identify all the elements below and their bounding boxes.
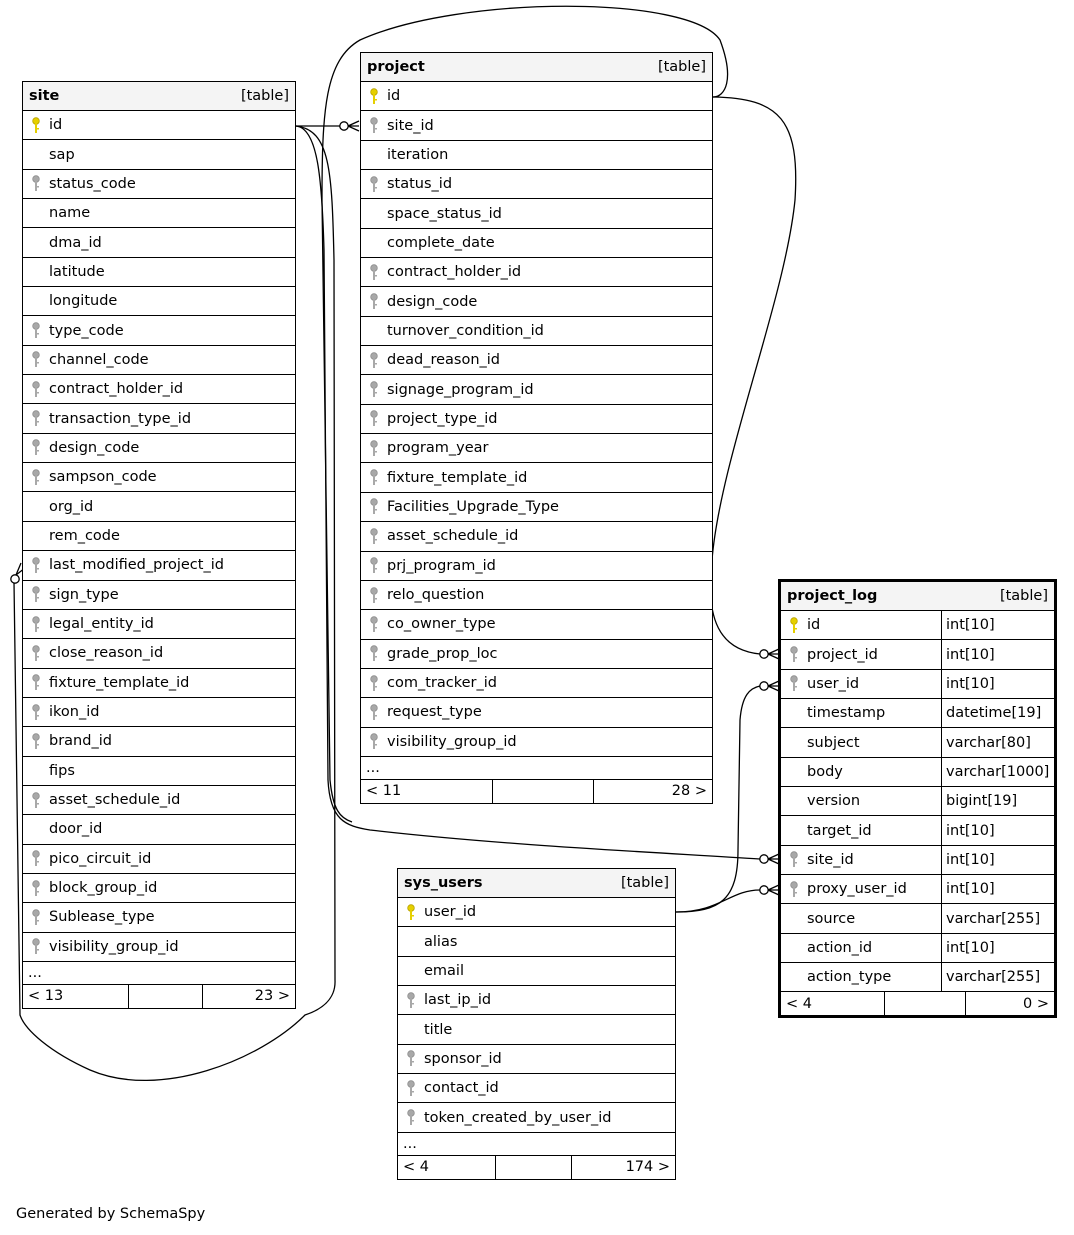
column-row[interactable] — [23, 669, 295, 698]
column-type: int[10] — [941, 816, 1054, 844]
column-type: int[10] — [941, 934, 1054, 962]
primary-key-icon — [361, 88, 387, 105]
column-row[interactable] — [23, 551, 295, 580]
column-name: com_tracker_id — [387, 675, 497, 692]
column-row[interactable] — [361, 669, 712, 698]
column-row[interactable] — [23, 111, 295, 140]
foreign-key-icon — [23, 322, 49, 339]
foreign-key-icon — [361, 469, 387, 486]
column-name: contract_holder_id — [387, 264, 522, 281]
column-name: dead_reason_id — [387, 352, 501, 369]
column-name: id — [49, 117, 63, 134]
footer-divider — [884, 992, 966, 1015]
rel-users-log-user-circle — [760, 682, 768, 690]
column-row[interactable] — [361, 229, 712, 258]
column-row[interactable] — [361, 141, 712, 170]
rel-users-log-proxy — [676, 890, 760, 912]
table-site[interactable] — [22, 81, 296, 1009]
parent-count[interactable]: < 13 — [28, 988, 64, 1005]
foreign-key-icon — [23, 439, 49, 456]
foreign-key-icon — [361, 498, 387, 515]
column-row[interactable] — [23, 287, 295, 316]
foreign-key-icon — [23, 674, 49, 691]
column-row[interactable] — [23, 874, 295, 903]
column-name: iteration — [387, 146, 449, 163]
rel-project-log — [710, 97, 795, 654]
column-row[interactable] — [398, 957, 675, 986]
column-row[interactable] — [781, 904, 1054, 933]
foreign-key-icon — [23, 792, 49, 809]
column-row[interactable] — [781, 611, 1054, 640]
foreign-key-icon — [398, 992, 424, 1009]
column-name: co_owner_type — [387, 616, 496, 633]
column-name: design_code — [49, 439, 140, 456]
column-name: turnover_condition_id — [387, 322, 544, 339]
foreign-key-icon — [781, 675, 807, 692]
child-count[interactable]: 0 > — [1023, 995, 1049, 1012]
foreign-key-icon — [23, 586, 49, 603]
column-name: last_ip_id — [424, 992, 492, 1009]
child-count[interactable]: 23 > — [254, 988, 290, 1005]
foreign-key-icon — [361, 587, 387, 604]
table-project[interactable] — [360, 52, 713, 804]
column-name: brand_id — [49, 733, 112, 750]
column-row[interactable] — [361, 346, 712, 375]
table-name: sys_users — [404, 875, 483, 891]
column-name: prj_program_id — [387, 557, 496, 574]
column-row[interactable] — [361, 170, 712, 199]
foreign-key-icon — [361, 117, 387, 134]
column-row[interactable] — [361, 287, 712, 316]
primary-key-icon — [781, 617, 807, 634]
rel-site-log-circle — [760, 855, 768, 863]
foreign-key-icon — [23, 381, 49, 398]
foreign-key-icon — [23, 469, 49, 486]
more-columns-indicator[interactable]: ... — [398, 1133, 675, 1156]
column-row[interactable] — [781, 670, 1054, 699]
column-name: sign_type — [49, 586, 119, 603]
column-type: varchar[1000] — [941, 758, 1054, 786]
column-name: Sublease_type — [49, 909, 155, 926]
primary-key-icon — [398, 904, 424, 921]
column-name: proxy_user_id — [807, 881, 907, 898]
column-row[interactable] — [398, 986, 675, 1015]
foreign-key-icon — [781, 851, 807, 868]
column-row[interactable] — [23, 610, 295, 639]
column-row[interactable] — [361, 375, 712, 404]
column-name: channel_code — [49, 351, 149, 368]
column-row[interactable] — [23, 639, 295, 668]
column-name: status_id — [387, 176, 453, 193]
table-footer — [23, 985, 295, 1008]
column-name: contact_id — [424, 1080, 499, 1097]
column-type: bigint[19] — [941, 787, 1054, 815]
column-name: alias — [424, 933, 458, 950]
column-row[interactable] — [781, 875, 1054, 904]
foreign-key-icon — [23, 351, 49, 368]
column-row[interactable] — [23, 757, 295, 786]
column-row[interactable] — [398, 1074, 675, 1103]
column-row[interactable] — [23, 463, 295, 492]
table-name: project_log — [787, 588, 878, 604]
column-type: int[10] — [941, 846, 1054, 874]
column-row[interactable] — [361, 522, 712, 551]
column-row[interactable] — [23, 581, 295, 610]
foreign-key-icon — [361, 733, 387, 750]
column-row[interactable] — [23, 404, 295, 433]
column-row[interactable] — [398, 898, 675, 927]
column-row[interactable] — [361, 698, 712, 727]
parent-count[interactable]: < 4 — [786, 995, 812, 1012]
column-row[interactable] — [23, 228, 295, 257]
column-name: type_code — [49, 322, 124, 339]
column-row[interactable] — [23, 727, 295, 756]
column-row[interactable] — [23, 933, 295, 962]
foreign-key-icon — [361, 381, 387, 398]
more-columns-indicator[interactable]: ... — [361, 757, 712, 780]
primary-key-icon — [23, 117, 49, 134]
column-row[interactable] — [23, 170, 295, 199]
column-row[interactable] — [781, 963, 1054, 992]
foreign-key-icon — [361, 264, 387, 281]
table-footer — [361, 780, 712, 803]
foreign-key-icon — [23, 410, 49, 427]
foreign-key-icon — [23, 616, 49, 633]
column-name: contract_holder_id — [49, 381, 184, 398]
column-name: email — [424, 962, 464, 979]
column-name: org_id — [49, 498, 94, 515]
column-name: ikon_id — [49, 704, 100, 721]
child-count[interactable]: 174 > — [625, 1159, 670, 1176]
footer-divider — [128, 985, 203, 1008]
table-project_log[interactable] — [778, 579, 1057, 1018]
column-row[interactable] — [781, 934, 1054, 963]
column-name: signage_program_id — [387, 381, 534, 398]
foreign-key-icon — [23, 645, 49, 662]
column-row[interactable] — [781, 728, 1054, 757]
table-footer — [781, 992, 1054, 1015]
column-name: body — [807, 763, 843, 780]
column-row[interactable] — [23, 258, 295, 287]
table-footer — [398, 1156, 675, 1179]
column-name: id — [807, 617, 821, 634]
column-name: rem_code — [49, 527, 120, 544]
foreign-key-icon — [23, 704, 49, 721]
table-sys_users[interactable] — [397, 868, 676, 1180]
column-row[interactable] — [23, 845, 295, 874]
foreign-key-icon — [398, 1109, 424, 1126]
column-row[interactable] — [23, 522, 295, 551]
foreign-key-icon — [361, 645, 387, 662]
column-name: sap — [49, 146, 75, 163]
column-name: grade_prop_loc — [387, 645, 498, 662]
column-name: asset_schedule_id — [49, 792, 181, 809]
table-header[interactable] — [361, 53, 712, 82]
column-row[interactable] — [361, 463, 712, 492]
foreign-key-icon — [361, 675, 387, 692]
more-columns-indicator[interactable]: ... — [23, 962, 295, 985]
column-name: relo_question — [387, 587, 485, 604]
column-row[interactable] — [398, 1103, 675, 1132]
column-name: action_type — [807, 969, 892, 986]
column-name: pico_circuit_id — [49, 850, 152, 867]
column-row[interactable] — [361, 493, 712, 522]
rel-project-log-circle — [760, 650, 768, 658]
column-name: action_id — [807, 939, 873, 956]
column-name: transaction_type_id — [49, 410, 192, 427]
column-name: design_code — [387, 293, 478, 310]
table-header[interactable] — [398, 869, 675, 898]
column-name: sponsor_id — [424, 1050, 502, 1067]
column-name: program_year — [387, 440, 489, 457]
column-row[interactable] — [361, 199, 712, 228]
column-type: int[10] — [941, 875, 1054, 903]
foreign-key-icon — [361, 410, 387, 427]
column-name: project_id — [807, 646, 878, 663]
column-name: legal_entity_id — [49, 616, 154, 633]
foreign-key-icon — [361, 352, 387, 369]
column-row[interactable] — [781, 758, 1054, 787]
table-type-tag: [table] — [620, 875, 669, 891]
column-type: int[10] — [941, 670, 1054, 698]
column-row[interactable] — [361, 317, 712, 346]
footer-divider — [492, 780, 594, 803]
column-name: name — [49, 205, 91, 222]
column-name: status_code — [49, 175, 136, 192]
column-row[interactable] — [23, 434, 295, 463]
column-type: varchar[255] — [941, 963, 1054, 991]
column-row[interactable] — [781, 640, 1054, 669]
column-name: fixture_template_id — [49, 674, 190, 691]
column-name: close_reason_id — [49, 645, 164, 662]
rel-site-project-circle — [340, 122, 348, 130]
rel-project-site-circle — [11, 575, 19, 583]
column-row[interactable] — [781, 846, 1054, 875]
column-type: int[10] — [941, 611, 1054, 639]
column-row[interactable] — [361, 581, 712, 610]
column-name: token_created_by_user_id — [424, 1109, 612, 1126]
table-name: site — [29, 88, 60, 104]
column-row[interactable] — [361, 728, 712, 757]
column-name: source — [807, 910, 856, 927]
column-name: door_id — [49, 821, 103, 838]
column-name: fips — [49, 762, 75, 779]
rel-users-log-proxy-circle — [760, 886, 768, 894]
column-name: longitude — [49, 293, 118, 310]
column-row[interactable] — [361, 640, 712, 669]
table-header[interactable] — [781, 582, 1054, 611]
column-name: request_type — [387, 704, 482, 721]
column-name: latitude — [49, 263, 105, 280]
column-row[interactable] — [23, 346, 295, 375]
foreign-key-icon — [23, 557, 49, 574]
column-name: block_group_id — [49, 880, 158, 897]
column-row[interactable] — [23, 698, 295, 727]
column-name: fixture_template_id — [387, 469, 528, 486]
foreign-key-icon — [361, 293, 387, 310]
column-name: asset_schedule_id — [387, 528, 519, 545]
column-row[interactable] — [23, 375, 295, 404]
column-row[interactable] — [361, 610, 712, 639]
foreign-key-icon — [361, 440, 387, 457]
column-row[interactable] — [361, 552, 712, 581]
column-name: sampson_code — [49, 469, 157, 486]
parent-count[interactable]: < 4 — [403, 1159, 429, 1176]
column-name: user_id — [424, 904, 477, 921]
foreign-key-icon — [361, 704, 387, 721]
foreign-key-icon — [23, 909, 49, 926]
column-row[interactable] — [781, 816, 1054, 845]
column-name: subject — [807, 734, 860, 751]
column-name: target_id — [807, 822, 872, 839]
generated-by-label: Generated by SchemaSpy — [16, 1206, 206, 1222]
table-type-tag: [table] — [240, 88, 289, 104]
column-row[interactable] — [23, 815, 295, 844]
column-name: site_id — [807, 851, 854, 868]
column-row[interactable] — [398, 927, 675, 956]
column-name: user_id — [807, 675, 860, 692]
foreign-key-icon — [398, 1050, 424, 1067]
foreign-key-icon — [23, 880, 49, 897]
column-name: space_status_id — [387, 205, 502, 222]
column-name: dma_id — [49, 234, 102, 251]
foreign-key-icon — [23, 175, 49, 192]
foreign-key-icon — [23, 850, 49, 867]
column-row[interactable] — [781, 699, 1054, 728]
foreign-key-icon — [23, 733, 49, 750]
column-row[interactable] — [781, 787, 1054, 816]
column-row[interactable] — [361, 434, 712, 463]
column-row[interactable] — [23, 786, 295, 815]
column-name: site_id — [387, 117, 434, 134]
column-name: visibility_group_id — [49, 938, 179, 955]
column-row[interactable] — [361, 258, 712, 287]
column-row[interactable] — [23, 492, 295, 521]
column-name: last_modified_project_id — [49, 557, 224, 574]
foreign-key-icon — [398, 1080, 424, 1097]
footer-divider — [495, 1156, 572, 1179]
column-row[interactable] — [361, 82, 712, 111]
foreign-key-icon — [23, 938, 49, 955]
column-name: timestamp — [807, 705, 886, 722]
column-name: title — [424, 1021, 453, 1038]
foreign-key-icon — [361, 528, 387, 545]
table-header[interactable] — [23, 82, 295, 111]
table-type-tag: [table] — [999, 588, 1048, 604]
column-row[interactable] — [398, 1015, 675, 1044]
foreign-key-icon — [361, 176, 387, 193]
column-type: datetime[19] — [941, 699, 1054, 727]
table-name: project — [367, 59, 425, 75]
column-name: visibility_group_id — [387, 733, 517, 750]
column-row[interactable] — [23, 199, 295, 228]
column-type: int[10] — [941, 640, 1054, 668]
foreign-key-icon — [781, 881, 807, 898]
foreign-key-icon — [361, 616, 387, 633]
column-name: complete_date — [387, 234, 495, 251]
column-row[interactable] — [361, 405, 712, 434]
child-count[interactable]: 28 > — [671, 783, 707, 800]
column-row[interactable] — [23, 903, 295, 932]
column-name: version — [807, 793, 861, 810]
column-row[interactable] — [398, 1045, 675, 1074]
table-type-tag: [table] — [657, 59, 706, 75]
column-row[interactable] — [23, 316, 295, 345]
foreign-key-icon — [781, 646, 807, 663]
rel-site-project-crow — [348, 121, 359, 131]
foreign-key-icon — [361, 557, 387, 574]
column-type: varchar[80] — [941, 728, 1054, 756]
column-row[interactable] — [23, 140, 295, 169]
column-row[interactable] — [361, 111, 712, 140]
column-name: id — [387, 88, 401, 105]
column-name: project_type_id — [387, 410, 498, 427]
parent-count[interactable]: < 11 — [366, 783, 402, 800]
column-name: Facilities_Upgrade_Type — [387, 498, 559, 515]
column-type: varchar[255] — [941, 904, 1054, 932]
